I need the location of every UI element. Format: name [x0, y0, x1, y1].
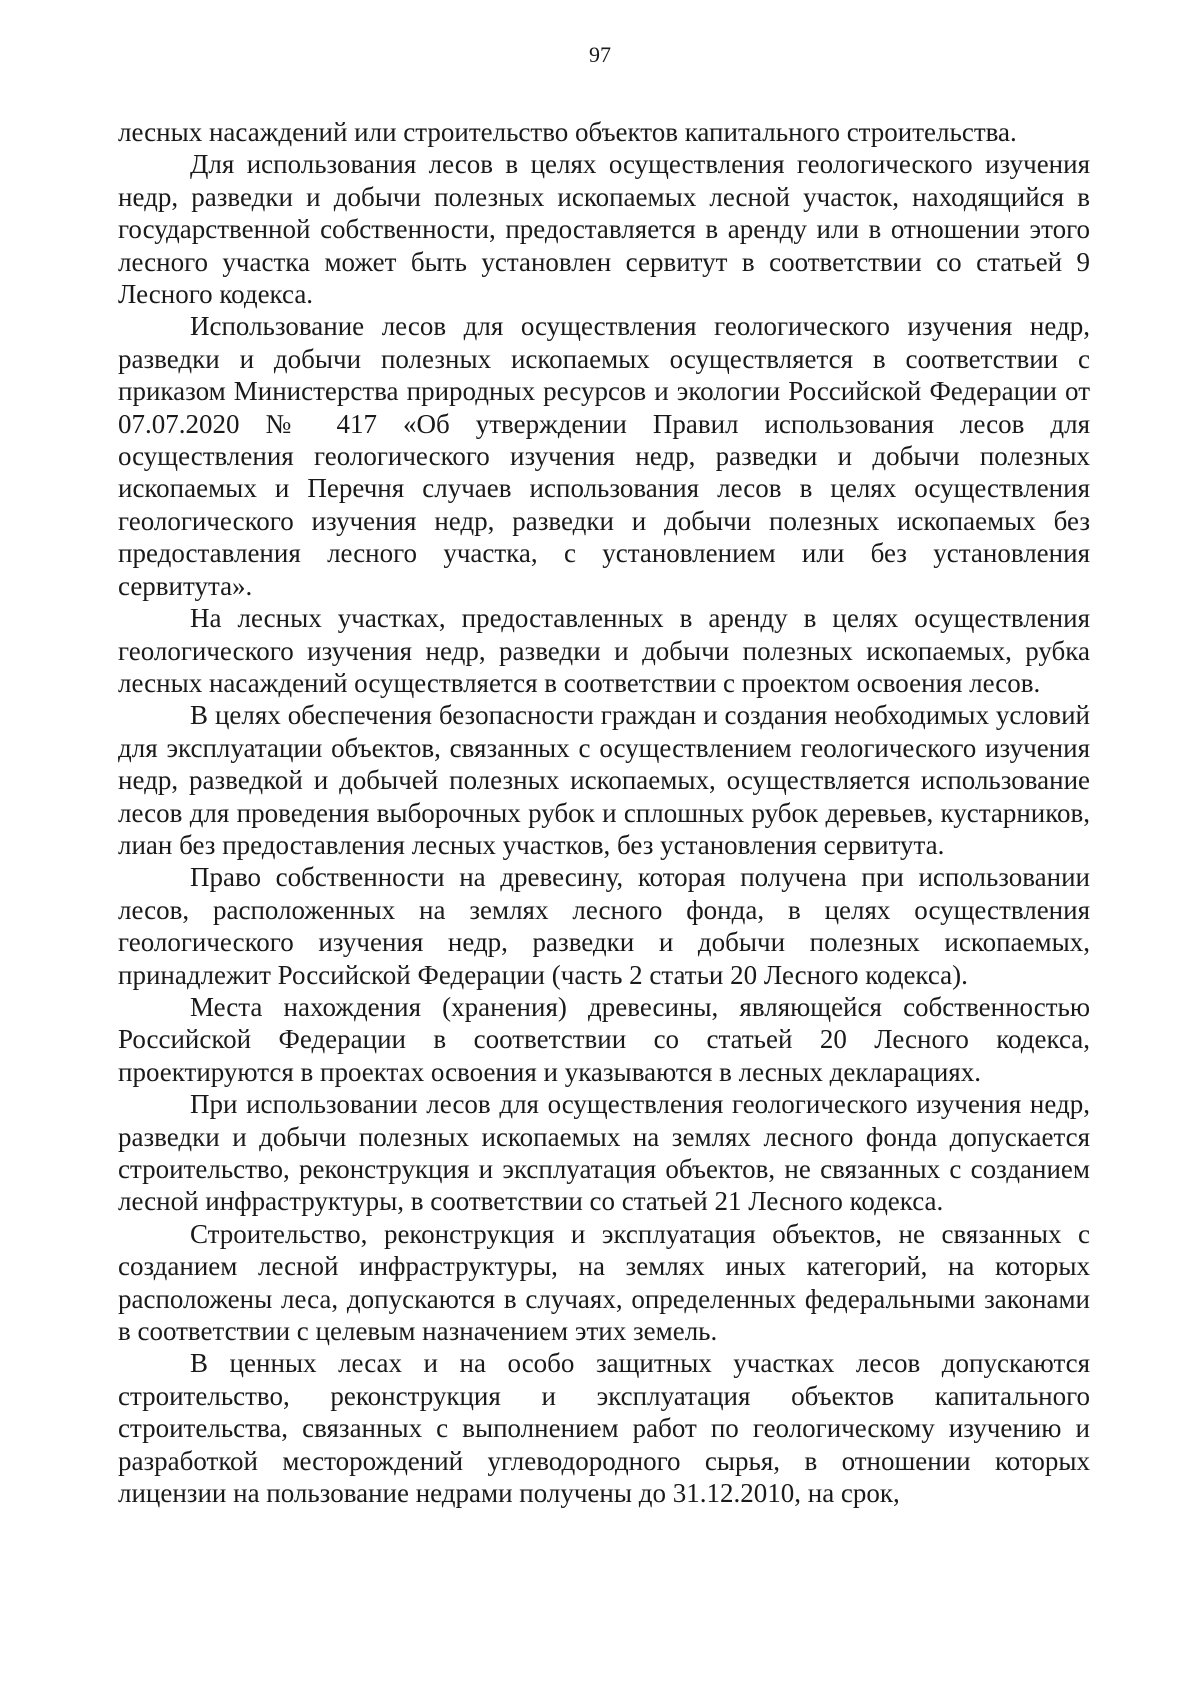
paragraph: Для использования лесов в целях осуществления геологического изучения недр, разведки и добычи полезных ископаемых лесной участок, находящийся в государственной собственности, предоставляется в аренду или в отношении этого лесного участка может быть установлен сервитут в соответствии со статьей 9 Лесного кодекса.	[118, 149, 1090, 310]
paragraph: Право собственности на древесину, которая получена при использовании лесов, расположенных на землях лесного фонда, в целях осуществления геологического изучения недр, разведки и добычи полезных ископаемых, принадлежит Российской Федерации (часть 2 статьи 20 Лесного кодекса).	[118, 862, 1090, 990]
paragraph: В целях обеспечения безопасности граждан и создания необходимых условий для эксплуатации объектов, связанных с осуществлением геологического изучения недр, разведкой и добычей полезных ископаемых, осуществляется использование лесов для проведения выборочных рубок и сплошных рубок деревьев, кустарников, лиан без предоставления лесных участков, без установления сервитута.	[118, 700, 1090, 860]
paragraph: Использование лесов для осуществления геологического изучения недр, разведки и добычи полезных ископаемых осуществляется в соответствии с приказом Министерства природных ресурсов и экологии Российской Федерации от 07.07.2020 № 417 «Об утверждении Правил использования лесов для осуществления геологического изучения недр, разведки и добычи полезных ископаемых и Перечня случаев использования лесов в целях осуществления геологического изучения недр, разведки и добычи полезных ископаемых без предоставления лесного участка, с установлением или без установления сервитута».	[118, 311, 1090, 601]
document-body	[118, 116, 1090, 1509]
paragraph-continuation: лесных насаждений или строительство объектов капитального строительства.	[118, 117, 1017, 147]
paragraph: В ценных лесах и на особо защитных участках лесов допускаются строительство, реконструкция и эксплуатация объектов капитального строительства, связанных с выполнением работ по геологическому изучению и разработкой месторождений углеводородного сырья, в отношении которых лицензии на пользование недрами получены до 31.12.2010, на срок,	[118, 1348, 1090, 1509]
paragraph: При использовании лесов для осуществления геологического изучения недр, разведки и добычи полезных ископаемых на землях лесного фонда допускается строительство, реконструкция и эксплуатация объектов, не связанных с созданием лесной инфраструктуры, в соответствии со статьей 21 Лесного кодекса.	[118, 1089, 1090, 1217]
page-number: 97	[589, 42, 611, 67]
paragraph: Строительство, реконструкция и эксплуатация объектов, не связанных с созданием лесной инфраструктуры, на землях иных категорий, на которых расположены леса, допускаются в случаях, определенных федеральными законами в соответствии с целевым назначением этих земель.	[118, 1218, 1090, 1347]
paragraph: Места нахождения (хранения) древесины, являющейся собственностью Российской Федерации в соответствии со статьей 20 Лесного кодекса, проектируются в проектах освоения и указываются в лесных декларациях.	[118, 991, 1090, 1087]
paragraph: На лесных участках, предоставленных в аренду в целях осуществления геологического изучения недр, разведки и добычи полезных ископаемых, рубка лесных насаждений осуществляется в соответствии с проектом освоения лесов.	[118, 603, 1090, 698]
